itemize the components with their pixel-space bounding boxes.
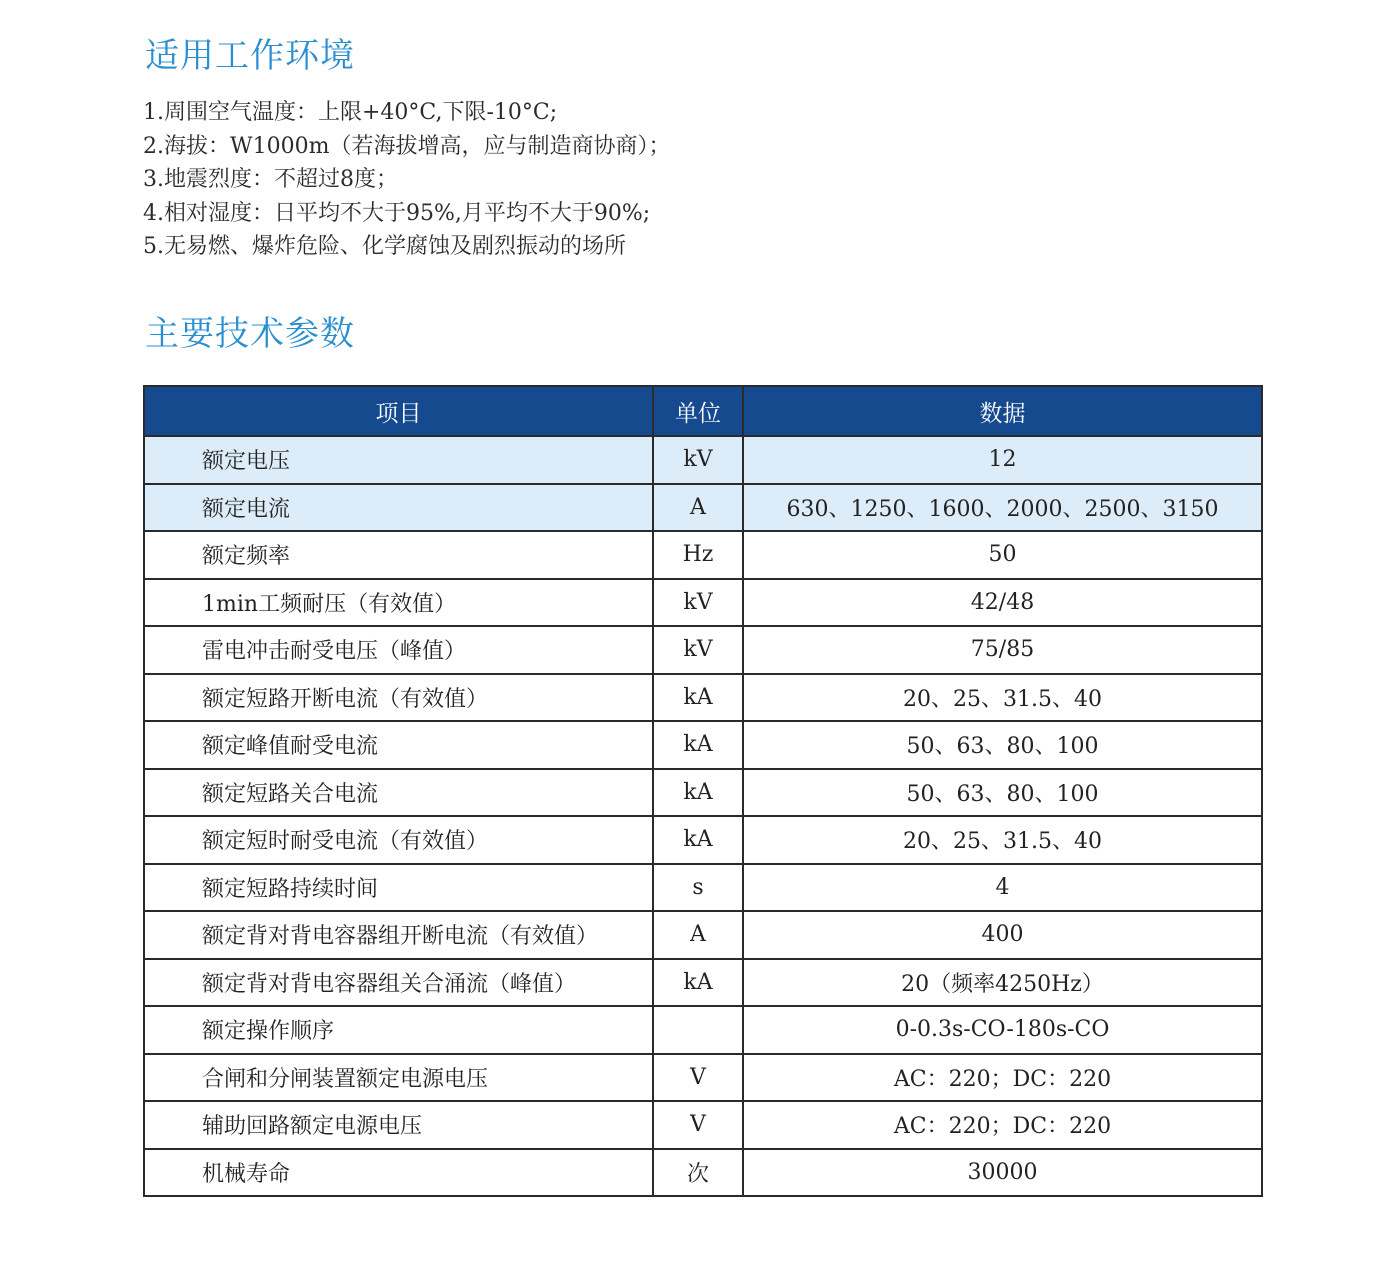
row-value: 20（频率4250Hz）	[743, 959, 1262, 1007]
row-item: 额定背对背电容器组关合涌流（峰值）	[144, 959, 653, 1007]
table-row	[144, 484, 1262, 532]
environment-list	[143, 96, 670, 264]
table-row	[144, 911, 1262, 959]
row-item: 辅助回路额定电源电压	[144, 1101, 653, 1149]
row-unit: kA	[653, 674, 743, 722]
row-unit: kA	[653, 816, 743, 864]
table-row	[144, 816, 1262, 864]
row-value: 400	[743, 911, 1262, 959]
row-unit: kA	[653, 769, 743, 817]
row-value: 4	[743, 864, 1262, 912]
table-row	[144, 721, 1262, 769]
row-item: 额定峰值耐受电流	[144, 721, 653, 769]
row-item: 额定电压	[144, 436, 653, 484]
row-unit: kA	[653, 959, 743, 1007]
row-unit: V	[653, 1101, 743, 1149]
row-item: 额定背对背电容器组开断电流（有效值）	[144, 911, 653, 959]
row-unit: kA	[653, 721, 743, 769]
table-row	[144, 579, 1262, 627]
row-item: 额定短路持续时间	[144, 864, 653, 912]
row-value: 12	[743, 436, 1262, 484]
row-unit: 次	[653, 1149, 743, 1197]
table-row	[144, 1149, 1262, 1197]
table-row	[144, 1054, 1262, 1102]
row-item: 额定短路关合电流	[144, 769, 653, 817]
environment-item: 5.无易燃、爆炸危险、化学腐蚀及剧烈振动的场所	[143, 234, 626, 259]
row-value: 20、25、31.5、40	[743, 674, 1262, 722]
row-unit: V	[653, 1054, 743, 1102]
row-value: 630、1250、1600、2000、2500、3150	[743, 484, 1262, 532]
row-value: 75/85	[743, 626, 1262, 674]
row-value: 20、25、31.5、40	[743, 816, 1262, 864]
table-row	[144, 531, 1262, 579]
row-item: 雷电冲击耐受电压（峰值）	[144, 626, 653, 674]
row-item: 1min工频耐压（有效值）	[144, 579, 653, 627]
table-row	[144, 626, 1262, 674]
row-value: AC：220；DC：220	[743, 1101, 1262, 1149]
row-unit: A	[653, 911, 743, 959]
environment-item: 2.海拔：W1000m（若海拔增高，应与制造商协商）；	[143, 133, 671, 159]
row-item: 机械寿命	[144, 1149, 653, 1197]
table-row	[144, 959, 1262, 1007]
row-unit: kV	[653, 436, 743, 484]
table-row	[144, 1006, 1262, 1054]
row-value: 50、63、80、100	[743, 769, 1262, 817]
row-item: 额定短路开断电流（有效值）	[144, 674, 653, 722]
table-row	[144, 436, 1262, 484]
row-value: AC：220；DC：220	[743, 1054, 1262, 1102]
row-item: 额定短时耐受电流（有效值）	[144, 816, 653, 864]
row-unit: kV	[653, 579, 743, 627]
row-value: 50、63、80、100	[743, 721, 1262, 769]
row-value: 50	[743, 531, 1262, 579]
params-heading: 主要技术参数	[145, 314, 355, 354]
table-header-row	[144, 386, 1262, 436]
row-item: 额定电流	[144, 484, 653, 532]
table-row	[144, 769, 1262, 817]
header-unit: 单位	[653, 386, 743, 436]
row-unit	[653, 1006, 743, 1054]
row-unit: Hz	[653, 531, 743, 579]
environment-item: 4.相对湿度：日平均不大于95%,月平均不大于90%;	[143, 200, 651, 226]
header-value: 数据	[743, 386, 1262, 436]
spec-table	[143, 385, 1263, 1197]
table-row	[144, 864, 1262, 912]
table-row	[144, 1101, 1262, 1149]
environment-item: 3.地震烈度：不超过8度；	[143, 167, 398, 192]
row-item: 额定操作顺序	[144, 1006, 653, 1054]
table-row	[144, 674, 1262, 722]
row-unit: s	[653, 864, 743, 912]
row-value: 0-0.3s-CO-180s-CO	[743, 1006, 1262, 1054]
row-item: 合闸和分闸装置额定电源电压	[144, 1054, 653, 1102]
row-unit: kV	[653, 626, 743, 674]
environment-item: 1.周围空气温度：上限+40°C,下限-10°C;	[143, 100, 558, 125]
row-value: 30000	[743, 1149, 1262, 1197]
header-item: 项目	[144, 386, 653, 436]
environment-heading: 适用工作环境	[145, 36, 355, 76]
row-item: 额定频率	[144, 531, 653, 579]
row-unit: A	[653, 484, 743, 532]
row-value: 42/48	[743, 579, 1262, 627]
